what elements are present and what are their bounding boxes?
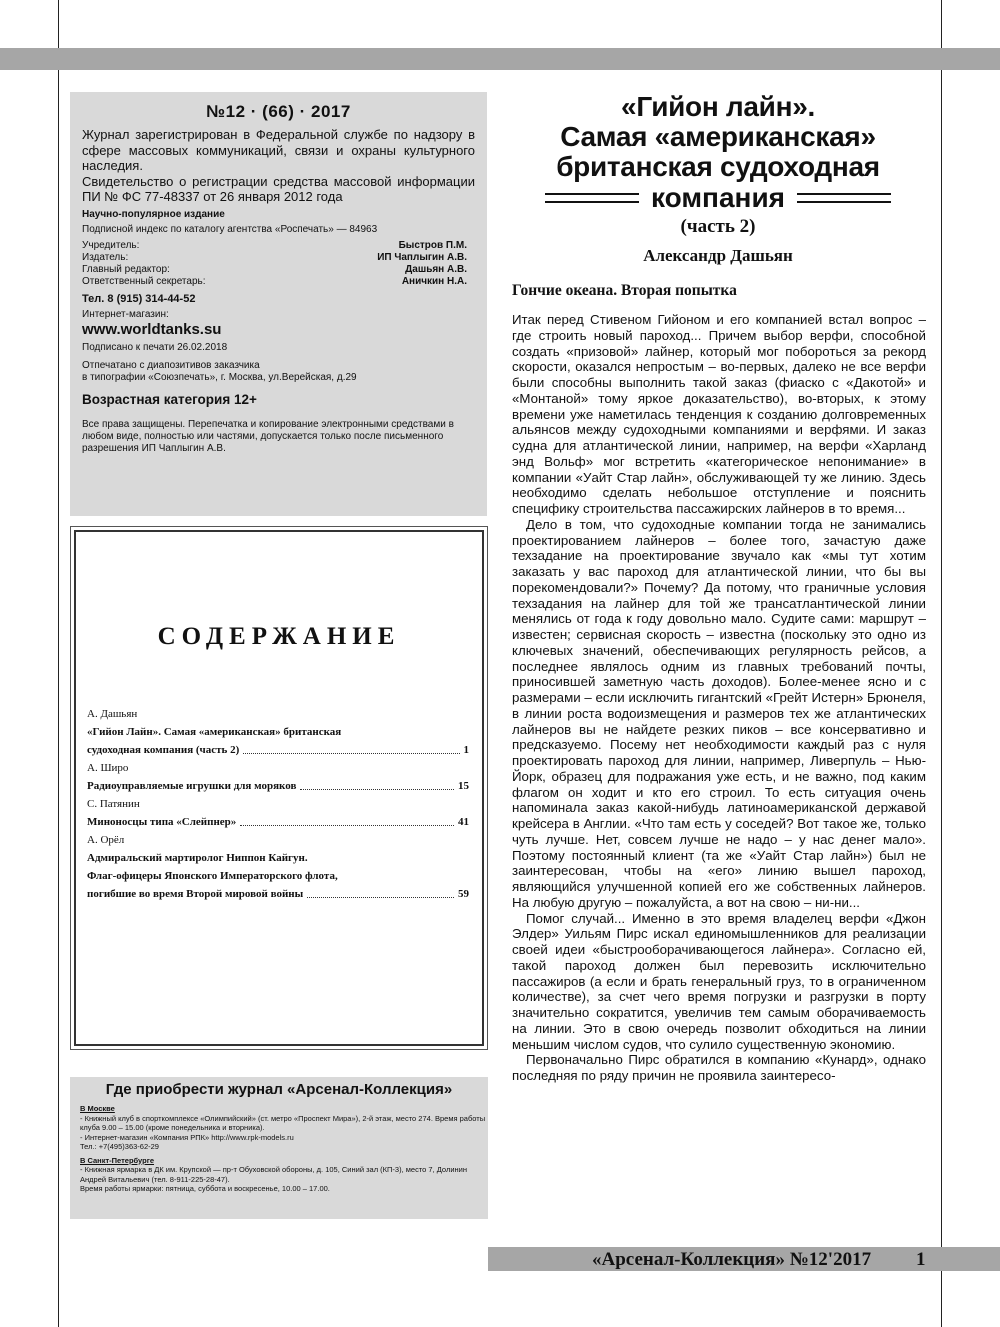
registration-text: Журнал зарегистрирован в Федеральной службе по надзору в сфере массовых коммуникаций, связи и охраны культурного наследия. — [82, 127, 475, 173]
imprint-box — [70, 92, 487, 516]
article-title-line: «Гийон лайн». — [621, 91, 815, 122]
toc-title-line: «Гийон Лайн». Самая «американская» британская — [87, 726, 342, 738]
toc-item[interactable] — [87, 813, 469, 831]
title-rule-right — [797, 193, 891, 203]
page-footer — [488, 1247, 1000, 1271]
rights-notice: Все права защищены. Перепечатка и копирование электронными средствами в любом виде, полностью или частями, допускается только после письменного разрешения ИП Чаплыгин А.В. — [82, 418, 454, 454]
article-title-line: британская судоходная — [556, 151, 880, 182]
staff-row — [82, 240, 475, 252]
staff-row — [82, 264, 475, 276]
toc-author: А. Широ — [87, 762, 129, 774]
paragraph: Дело в том, что судоходные компании тогда не занимались проектированием лайнеров – более того, зачастую даже техзадание на проектирование звучало как «мы тут хотим заказать у вас пароход для атлантической линии, что бы вы порекомендовали?» Почему? Да потому, что граничные условия техзадания на лайнер для той же трансатлантической линии менялись от года к году довольно мало. Судите сами: маршрут – известен; сервисная скорость – известна (поскольку это одно из ключевых значений, обеспечивающих регулярность рейсов, а последнее являлось одним из главных требований почты, приносившей заметную часть доходов). Более-менее ясно и с размерами – если исключить гигантский «Грейт Истерн» Брюнеля, в линии роста водоизмещения и размеров тех же атлантических лайнеров вы не найдете резких пиков – все консервативно и предсказуемо. Посему нет необходимости каждый раз с нуля проектировать пароход для линии, например, Ливерпуль – Нью-Йорк, образец для подражания уже есть, и не важно, под каким флагом он ходит и кто его строил. То есть ситуация очень напоминала заказ какой-нибудь латиноамериканской державой крейсера в Англии. «Что там есть у соседей? Вот такое же, только чуть лучше. Нет, совсем лучше не надо – у нас денег мало». Поэтому постоянный клиент (та же «Уайт Стар лайн») был не заинтересован, чтобы на «его» линию вышел пароход, являющийся улучшенной копией его же собственных лайнеров. На любую другую – пожалуйста, а вот на свою – ни-ни... — [512, 516, 926, 910]
top-gray-bar — [0, 48, 1000, 70]
toc-page: 15 — [458, 780, 469, 792]
table-of-contents — [87, 705, 469, 903]
article-title-line: Самая «американская» — [560, 121, 876, 152]
age-category: Возрастная категория 12+ — [82, 391, 257, 407]
staff-role: Главный редактор: — [82, 263, 170, 275]
city-spb: В Санкт-Петербурге — [80, 1155, 155, 1165]
staff-name: Аничкин Н.А. — [401, 275, 467, 287]
staff-name: Быстров П.М. — [398, 239, 467, 251]
spb-hours: Время работы ярмарки: пятница, суббота и воскресенье, 10.00 – 17.00. — [80, 1184, 330, 1193]
staff-role: Учредитель: — [82, 239, 140, 251]
paragraph: Помог случай... Именно в это время владелец верфи «Джон Элдер» Уильям Пирс искал единомышленников для реализации своей идеи «быстрооборачивающегося лайнера». Согласно ей, такой пароход должен был перевозить исключительно пассажиров (а если и брать генеральный груз, то в ограниченном количестве), за счет чего время погрузки и разгрузки в порту значительно сократится, увеличив тем самым оборачиваемость на линии. Это в свою очередь позволит обходиться на линии меньшим числом судов, что сулило существенную экономию. — [512, 910, 926, 1052]
toc-title: Радиоуправляемые игрушки для моряков — [87, 780, 297, 792]
publication-type: Научно-популярное издание — [82, 208, 225, 220]
issue-number: №12 · (66) · 2017 — [206, 102, 351, 121]
toc-author: С. Патянин — [87, 798, 140, 810]
toc-title-line: Адмиральский мартиролог Ниппон Кайгун. — [87, 852, 308, 864]
journal-name: «Арсенал-Коллекция» №12'2017 — [592, 1249, 872, 1270]
printer-address: в типографии «Союзпечать», г. Москва, ул.Верейская, д.29 — [82, 371, 357, 383]
staff-role: Издатель: — [82, 251, 129, 263]
toc-item[interactable] — [87, 741, 469, 759]
toc-author: А. Дашьян — [87, 708, 138, 720]
toc-leader — [243, 741, 459, 754]
title-rule-left — [545, 193, 639, 203]
article-author: Александр Дашьян — [643, 246, 793, 265]
toc-title: Миноносцы типа «Слейпнер» — [87, 816, 237, 828]
buy-details — [70, 1098, 488, 1194]
contents-box — [70, 526, 488, 1050]
spb-store-1: - Книжная ярмарка в ДК им. Крупской — пр-т Обуховской обороны, д. 105, Синий зал (КП-3), место 7, Долинин Андрей Витальевич (тел. 8-911-225-28-47). — [80, 1165, 467, 1184]
buy-heading: Где приобрести журнал «Арсенал-Коллекция» — [105, 1081, 453, 1098]
toc-leader — [300, 777, 454, 790]
signed-date: Подписано к печати 26.02.2018 — [82, 341, 228, 353]
toc-page: 41 — [458, 816, 469, 828]
toc-title: погибшие во время Второй мировой войны — [87, 888, 304, 900]
toc-leader — [307, 885, 454, 898]
staff-row — [82, 252, 475, 264]
contents-title: СОДЕРЖАНИЕ — [157, 623, 401, 650]
toc-title-line: Флаг-офицеры Японского Императорского флота, — [87, 870, 338, 882]
toc-leader — [240, 813, 454, 826]
toc-item[interactable] — [87, 777, 469, 795]
toc-page: 1 — [463, 744, 469, 756]
paragraph: Первоначально Пирс обратился в компанию «Кунард», однако последняя по ряду причин не проявила заинтересо- — [512, 1052, 926, 1083]
website-link[interactable]: www.worldtanks.su — [82, 320, 222, 338]
staff-name: ИП Чаплыгин А.В. — [377, 251, 467, 263]
moscow-store-1: - Книжный клуб в спорткомплексе «Олимпийский» (ст. метро «Проспект Мира»), 2-й этаж, место 274. Время работы клуба 9.00 – 15.00 (кроме понедельника и вторника). — [80, 1113, 486, 1132]
where-to-buy-box — [70, 1077, 488, 1219]
paragraph: Итак перед Стивеном Гийоном и его компанией встал вопрос – где строить новый пароход... Причем выбор верфи, способной создать «призовой» лайнер, который мог побороться за рекорд скорости, оказался непростым – во-первых, далеко не все верфи были способны выполнить такой заказ (фиаско с «Дакотой» и «Монтаной» тому яркое доказательство), во-вторых, к этому времени уже наметилась тенденция к созданию долговременных альянсов между судоходными компаниями и верфями. И заказ судна для атлантической линии, например, на верфи «Харланд энд Вольф» мог встретить «категорическое непонимание» в компании «Уайт Стар лайн», обслуживающей ту же линию. Здесь необходимо сделать небольшое отступление и пояснить специфику строительства пассажирских лайнеров в то время... — [512, 312, 926, 516]
staff-row — [82, 276, 475, 288]
article — [508, 92, 928, 1084]
staff-name: Дашьян А.В. — [405, 263, 467, 275]
printed-note: Отпечатано с диапозитивов заказчика — [82, 359, 260, 371]
article-title-line: компания — [650, 182, 786, 213]
shop-label: Интернет-магазин: — [82, 308, 169, 320]
toc-item[interactable] — [87, 885, 469, 903]
page-number: 1 — [916, 1249, 926, 1270]
section-heading: Гончие океана. Вторая попытка — [512, 282, 737, 299]
article-title-last-line — [508, 182, 928, 214]
certificate-text: Свидетельство о регистрации средства массовой информации ПИ № ФС 77-48337 от 26 января 2012 года — [82, 173, 475, 204]
moscow-phone: Тел.: +7(495)363-62-29 — [80, 1142, 159, 1151]
toc-page: 59 — [458, 888, 469, 900]
toc-title: судоходная компания (часть 2) — [87, 744, 240, 756]
toc-author: А. Орёл — [87, 834, 125, 846]
article-body — [508, 312, 928, 1084]
city-moscow: В Москве — [80, 1104, 115, 1113]
staff-role: Ответственный секретарь: — [82, 275, 206, 287]
moscow-store-2[interactable]: - Интернет-магазин «Компания РПК» http://www.rpk-models.ru — [80, 1132, 294, 1142]
article-part: (часть 2) — [680, 216, 756, 237]
left-margin-line — [58, 0, 59, 1327]
right-margin-line — [941, 0, 942, 1327]
subscription-index: Подписной индекс по каталогу агентства «Роспечать» — 84963 — [82, 223, 378, 235]
phone-number: Тел. 8 (915) 314-44-52 — [82, 292, 196, 305]
